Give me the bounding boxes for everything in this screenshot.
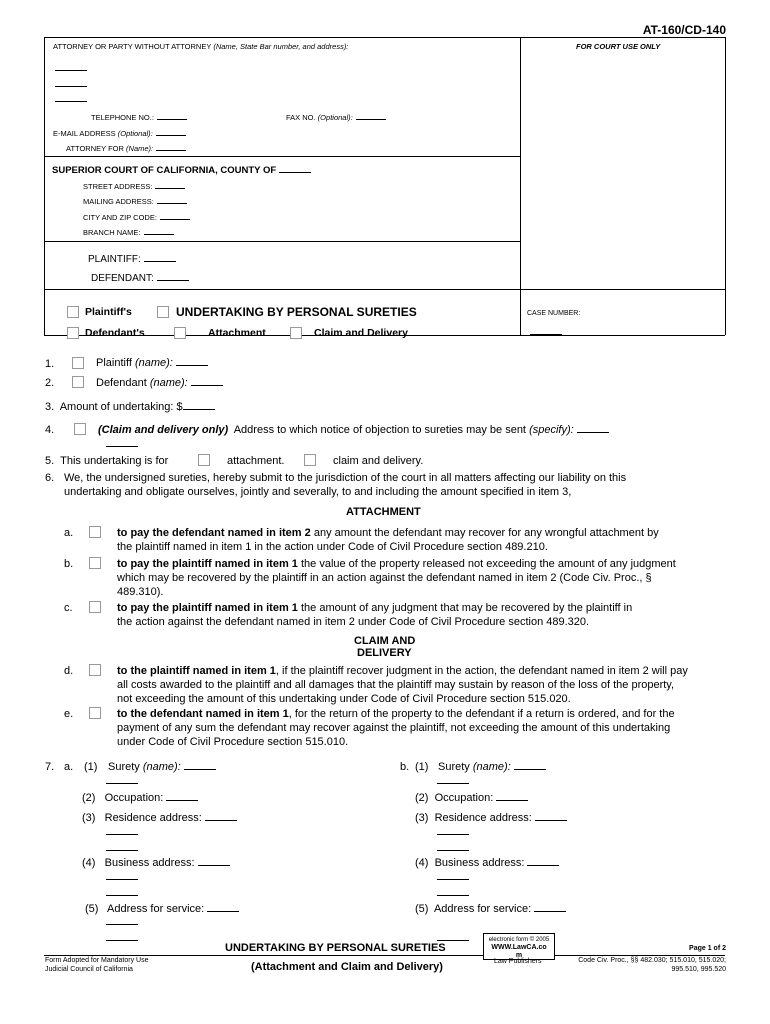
item-6e-checkbox[interactable] xyxy=(89,707,101,719)
surety-a-name-row xyxy=(108,761,216,773)
attachment-heading: ATTACHMENT xyxy=(346,506,421,518)
item-6d-letter: d. xyxy=(64,665,74,677)
footer-code-1: Code Civ. Proc., §§ 482.030; 515.010, 515.020; xyxy=(578,957,726,964)
surety-a-number-4: (4) xyxy=(82,857,96,869)
item-6d-bold: to the plaintiff named in item 1 xyxy=(117,665,276,677)
defendants-checkbox[interactable] xyxy=(67,327,79,339)
attachment-caption-label: Attachment xyxy=(208,327,266,339)
item-6-line-1: We, the undersigned sureties, hereby submit to the jurisdiction of the court in all matters affecting our liability on this xyxy=(64,472,627,484)
mailing-row xyxy=(83,197,187,206)
item-1-field[interactable] xyxy=(176,358,208,366)
item-6b-line-1 xyxy=(117,558,676,570)
attorney-for-row xyxy=(66,144,186,153)
email-field[interactable] xyxy=(156,129,186,136)
surety-b-service-line-2[interactable] xyxy=(437,940,469,941)
branch-label: BRANCH NAME: xyxy=(83,228,141,237)
mailing-label: MAILING ADDRESS: xyxy=(83,197,154,206)
item-6b-text-2: which may be recovered by the plaintiff in an action against the defendant named in item 2 (Code Civ. Proc., § xyxy=(117,572,652,584)
street-label: STREET ADDRESS: xyxy=(83,182,153,191)
telephone-label: TELEPHONE NO.: xyxy=(91,113,154,122)
attorney-name-line[interactable] xyxy=(55,70,87,71)
surety-b-service-field[interactable] xyxy=(534,904,566,912)
email-row xyxy=(53,129,186,138)
plaintiffs-label: Plaintiff's xyxy=(85,306,132,318)
claim-caption-label: Claim and Delivery xyxy=(314,327,408,339)
item-4-hint: (specify): xyxy=(529,424,574,436)
surety-b-number-4: (4) xyxy=(415,857,429,869)
item-1-number: 1. xyxy=(45,358,55,370)
fax-hint: (Optional): xyxy=(317,113,353,122)
email-hint: (Optional): xyxy=(117,129,153,138)
item-6e-text-3: under Code of Civil Procedure section 515.010. xyxy=(117,736,349,748)
item-7-number: 7. xyxy=(45,761,55,773)
surety-a-residence-field[interactable] xyxy=(205,813,237,821)
surety-b-service-row xyxy=(415,903,566,915)
item-5-number: 5. xyxy=(45,455,55,467)
surety-b-residence-line-3[interactable] xyxy=(437,850,469,851)
attorney-box-bottom xyxy=(44,156,520,157)
stamp-line-2: WWW.LawCA.co xyxy=(491,944,547,951)
defendant-field[interactable] xyxy=(157,273,189,281)
item-6a-text-1: any amount the defendant may recover for any wrongful attachment by xyxy=(313,527,659,539)
item-6d-text-2: all costs awarded to the plaintiff and all damages that the plaintiff may sustain by reason of the loss of the property, xyxy=(117,679,675,691)
page-number: Page 1 of 2 xyxy=(689,945,726,952)
defendants-label: Defendant's xyxy=(85,327,145,339)
footer-rule xyxy=(44,955,725,956)
item-6d-line-1 xyxy=(117,665,688,677)
item-1-label: Plaintiff xyxy=(96,357,132,369)
item-6a-bold: to pay the defendant named in item 2 xyxy=(117,527,311,539)
surety-b-occupation-row xyxy=(415,792,528,804)
surety-a-number-1: (1) xyxy=(84,761,98,773)
case-number-label: CASE NUMBER: xyxy=(527,310,581,317)
item-5-label: This undertaking is for xyxy=(60,455,169,467)
item-4-checkbox[interactable] xyxy=(74,423,86,435)
claim-caption-checkbox[interactable] xyxy=(290,327,302,339)
surety-b-residence-field[interactable] xyxy=(535,813,567,821)
surety-a-name-field[interactable] xyxy=(184,762,216,770)
surety-b-number-5: (5) xyxy=(415,903,429,915)
item-6c-text-1: the amount of any judgment that may be recovered by the plaintiff in xyxy=(300,602,633,614)
header-left-border xyxy=(44,37,45,335)
item-6d-text-1: , if the plaintiff recover judgment in the action, the defendant named in item 2 will pay xyxy=(275,665,688,677)
item-2-label: Defendant xyxy=(96,377,147,389)
item-2-row xyxy=(96,377,223,389)
city-field[interactable] xyxy=(160,213,190,220)
item-6c-bold: to pay the plaintiff named in item 1 xyxy=(117,602,298,614)
fax-field[interactable] xyxy=(356,113,386,120)
surety-b-name-field[interactable] xyxy=(514,762,546,770)
parties-box-bottom xyxy=(44,289,725,290)
surety-a-occupation-field[interactable] xyxy=(166,793,198,801)
item-2-hint: (name): xyxy=(149,377,188,389)
item-6e-letter: e. xyxy=(64,708,74,720)
header-top-border xyxy=(44,37,725,38)
surety-b-business-label: Business address: xyxy=(434,857,525,869)
item-5-attachment-label: attachment. xyxy=(227,455,285,467)
plaintiff-row xyxy=(88,254,176,265)
surety-a-residence-line-2[interactable] xyxy=(106,834,138,835)
item-2-checkbox[interactable] xyxy=(72,376,84,388)
item-1-hint: (name): xyxy=(134,357,173,369)
surety-a-occupation-label: Occupation: xyxy=(104,792,164,804)
item-6b-checkbox[interactable] xyxy=(89,557,101,569)
item-4-row xyxy=(98,424,609,436)
attorney-for-field[interactable] xyxy=(156,144,186,151)
surety-b-number-3: (3) xyxy=(415,812,429,824)
item-6e-text-2: payment of any sum the defendant may recover against the plaintiff, not exceeding the amount of this undertaking xyxy=(117,722,671,734)
item-1-checkbox[interactable] xyxy=(72,357,84,369)
item-5-row xyxy=(45,455,168,467)
item-3-field[interactable] xyxy=(183,402,215,410)
item-6c-text-2: the action against the defendant named in item 2 under Code of Civil Procedure section 489.320. xyxy=(117,616,590,628)
item-1-row xyxy=(96,357,208,369)
mailing-field[interactable] xyxy=(157,197,187,204)
surety-b-number-2: (2) xyxy=(415,792,429,804)
surety-a-name-line-2[interactable] xyxy=(106,783,138,784)
stamp-line-4: Law Publishers xyxy=(494,958,542,965)
item-6a-text-2: the plaintiff named in item 1 in the action under Code of Civil Procedure section 489.210. xyxy=(117,541,548,553)
surety-a-number-5: (5) xyxy=(85,903,99,915)
item-6e-line-1 xyxy=(117,708,675,720)
court-title: SUPERIOR COURT OF CALIFORNIA, COUNTY OF xyxy=(52,165,277,176)
footer-adopted-1: Form Adopted for Mandatory Use xyxy=(45,957,149,964)
surety-b-name-row xyxy=(438,761,546,773)
surety-a-label: Surety xyxy=(108,761,140,773)
surety-a-business-field[interactable] xyxy=(198,858,230,866)
branch-row xyxy=(83,228,174,237)
item-4-field[interactable] xyxy=(577,425,609,433)
header-right-border xyxy=(725,37,726,335)
surety-a-business-row xyxy=(82,857,230,869)
case-number-field[interactable] xyxy=(530,334,562,335)
surety-b-service-label: Address for service: xyxy=(433,903,532,915)
surety-b-residence-label: Residence address: xyxy=(434,812,532,824)
item-6a-checkbox[interactable] xyxy=(89,526,101,538)
item-6b-bold: to pay the plaintiff named in item 1 xyxy=(117,558,298,570)
surety-a-service-row xyxy=(85,903,239,915)
attorney-label-text: ATTORNEY OR PARTY WITHOUT ATTORNEY xyxy=(53,42,212,51)
surety-a-service-line-3[interactable] xyxy=(106,940,138,941)
attorney-label xyxy=(53,42,348,51)
street-field[interactable] xyxy=(155,182,185,189)
city-label: CITY AND ZIP CODE: xyxy=(83,213,157,222)
surety-a-number-2: (2) xyxy=(82,792,96,804)
fax-label: FAX NO. xyxy=(286,113,316,122)
street-row xyxy=(83,182,185,191)
stamp-line-1: electronic form © 2005 xyxy=(488,937,550,943)
item-6c-letter: c. xyxy=(64,602,73,614)
surety-b-residence-row xyxy=(415,812,567,824)
surety-a-service-label: Address for service: xyxy=(107,903,205,915)
item-6e-text-1: , for the return of the property to the defendant if a return is ordered, and for the xyxy=(288,708,675,720)
plaintiff-label: PLAINTIFF: xyxy=(88,254,141,265)
footer-title-2: (Attachment and Claim and Delivery) xyxy=(251,961,443,973)
item-6b-text-1: the value of the property released not exceeding the amount of any judgment xyxy=(300,558,676,570)
footer-title-1: UNDERTAKING BY PERSONAL SURETIES xyxy=(225,942,446,954)
attorney-address-line-2[interactable] xyxy=(55,101,87,102)
county-field[interactable] xyxy=(279,165,311,173)
surety-a-business-label: Business address: xyxy=(104,857,195,869)
surety-b-business-line-3[interactable] xyxy=(437,895,469,896)
surety-a-service-line-2[interactable] xyxy=(106,924,138,925)
attorney-label-hint: (Name, State Bar number, and address): xyxy=(213,42,349,51)
item-6b-text-3: 489.310). xyxy=(117,586,164,598)
court-box-bottom xyxy=(44,241,520,242)
surety-b-name-line-2[interactable] xyxy=(437,783,469,784)
item-7b-letter: b. xyxy=(400,761,410,773)
item-4-field-line-2[interactable] xyxy=(106,446,138,447)
item-6-line-2: undertaking and obligate ourselves, jointly and severally, to and including the amount specified in item 3, xyxy=(64,486,572,498)
footer-code-2: 995.510, 995.520 xyxy=(671,966,726,973)
surety-a-residence-label: Residence address: xyxy=(104,812,202,824)
item-6a-line-1 xyxy=(117,527,659,539)
surety-b-business-row xyxy=(415,857,559,869)
court-title-row xyxy=(52,165,311,176)
surety-b-label: Surety xyxy=(438,761,470,773)
header-middle-divider xyxy=(520,37,521,335)
footer-adopted-2: Judicial Council of California xyxy=(45,966,133,973)
surety-b-business-field[interactable] xyxy=(527,858,559,866)
item-2-field[interactable] xyxy=(191,378,223,386)
item-6c-checkbox[interactable] xyxy=(89,601,101,613)
surety-b-business-line-2[interactable] xyxy=(437,879,469,880)
defendant-row xyxy=(91,273,189,284)
surety-b-occupation-field[interactable] xyxy=(496,793,528,801)
item-5-claim-checkbox[interactable] xyxy=(304,454,316,466)
surety-a-residence-line-3[interactable] xyxy=(106,850,138,851)
caption-title: UNDERTAKING BY PERSONAL SURETIES xyxy=(176,305,417,319)
telephone-field[interactable] xyxy=(157,113,187,120)
item-4-number: 4. xyxy=(45,424,55,436)
surety-b-number-1: (1) xyxy=(415,761,429,773)
surety-a-residence-row xyxy=(82,812,237,824)
item-6c-line-1 xyxy=(117,602,632,614)
item-7a-letter: a. xyxy=(64,761,74,773)
item-5-claim-label: claim and delivery. xyxy=(333,455,424,467)
surety-b-occupation-label: Occupation: xyxy=(434,792,494,804)
branch-field[interactable] xyxy=(144,228,174,235)
item-4-text: Address to which notice of objection to sureties may be sent xyxy=(233,424,526,436)
attorney-for-label: ATTORNEY FOR xyxy=(66,144,124,153)
item-4-bold: (Claim and delivery only) xyxy=(98,424,229,436)
item-2-number: 2. xyxy=(45,377,55,389)
item-6e-bold: to the defendant named in item 1 xyxy=(117,708,289,720)
item-5-attachment-checkbox[interactable] xyxy=(198,454,210,466)
surety-a-business-line-2[interactable] xyxy=(106,879,138,880)
city-row xyxy=(83,213,190,222)
attorney-address-line-1[interactable] xyxy=(55,86,87,87)
attachment-caption-checkbox[interactable] xyxy=(174,327,186,339)
item-3-label: Amount of undertaking: $ xyxy=(59,401,183,413)
item-3-row xyxy=(45,401,215,413)
surety-a-number-3: (3) xyxy=(82,812,96,824)
email-label: E-MAIL ADDRESS xyxy=(53,129,116,138)
fax-row xyxy=(286,113,386,122)
telephone-row xyxy=(91,113,187,122)
item-6-number: 6. xyxy=(45,472,55,484)
attorney-for-hint: (Name): xyxy=(126,144,154,153)
item-6d-text-3: not exceeding the amount of this undertaking under Code of Civil Procedure section 515.020. xyxy=(117,693,571,705)
surety-a-occupation-row xyxy=(82,792,198,804)
claim-heading-2: DELIVERY xyxy=(357,647,412,659)
plaintiffs-checkbox[interactable] xyxy=(67,306,79,318)
form-number: AT-160/CD-140 xyxy=(642,23,726,37)
surety-a-service-field[interactable] xyxy=(207,904,239,912)
item-6b-letter: b. xyxy=(64,558,74,570)
claim-heading-1: CLAIM AND xyxy=(354,635,416,647)
court-use-label: FOR COURT USE ONLY xyxy=(576,42,661,51)
surety-b-hint: (name): xyxy=(472,761,511,773)
surety-a-business-line-3[interactable] xyxy=(106,895,138,896)
item-3-number: 3. xyxy=(45,401,55,413)
surety-b-residence-line-2[interactable] xyxy=(437,834,469,835)
defendant-label: DEFENDANT: xyxy=(91,273,154,284)
undertaking-checkbox[interactable] xyxy=(157,306,169,318)
lawca-stamp xyxy=(483,933,555,960)
item-6d-checkbox[interactable] xyxy=(89,664,101,676)
stamp-line-3: m xyxy=(515,952,523,959)
surety-a-hint: (name): xyxy=(142,761,181,773)
item-6a-letter: a. xyxy=(64,527,74,539)
plaintiff-field[interactable] xyxy=(144,254,176,262)
